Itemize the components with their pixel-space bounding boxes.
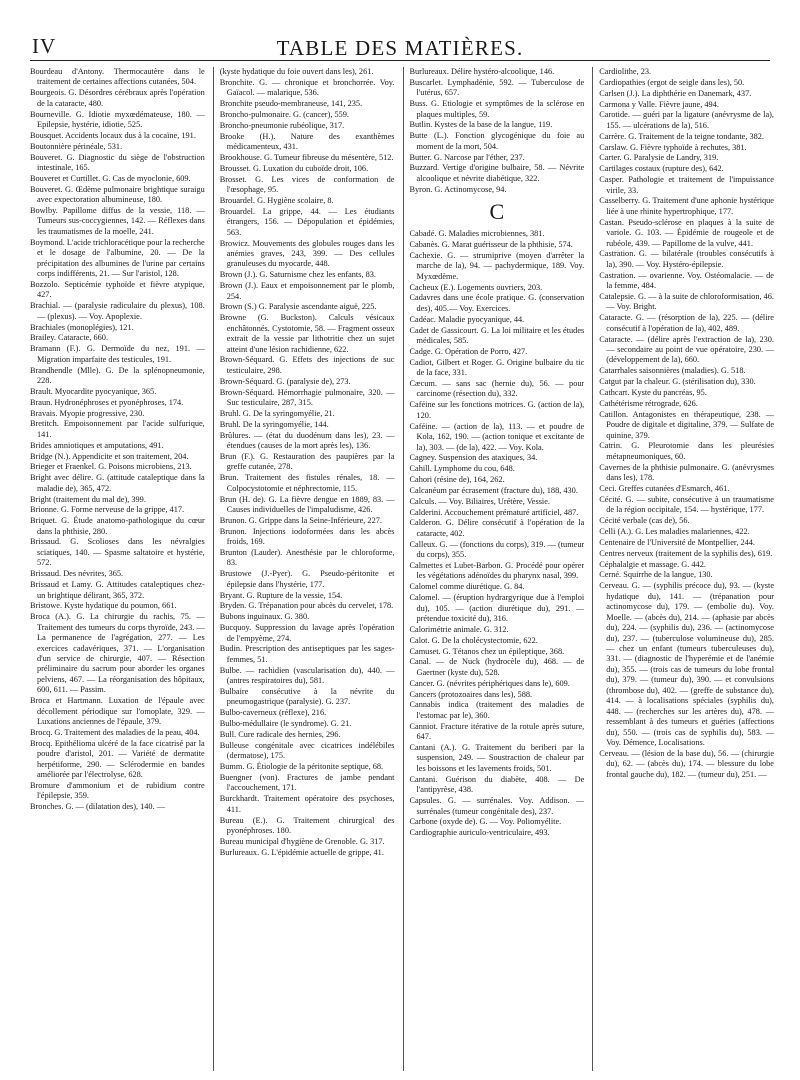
index-entry: Braun. Hydronéphroses et pyonéphroses, 174. — [30, 397, 184, 407]
index-entry: Cantani (A.). G. Traitement du beriberi par la suspension, 249. — Soustraction de chaleur par les boissons et les lavements froids, 501. — [409, 743, 585, 773]
index-entry: Cabadé. G. Maladies microbiennes, 381. — [409, 229, 545, 239]
index-entry: Caféine. — (action de la), 113. — et poudre de Kola, 162, 190. — (action tonique et excitante de la), 303. — (de la), 422. — Voy. Kola. — [409, 421, 585, 452]
index-entry: Cadet de Gassicourt. G. La loi militaire et les études médicales, 585. — [409, 325, 585, 346]
index-entry: Buss. G. Etiologie et symptômes de la sclérose en plaques multiples, 59. — [409, 99, 585, 119]
index-entry: Bull. Cure radicale des hernies, 296. — [219, 729, 341, 739]
index-entry: Butlin. Kystes de la base de la langue, 119. — [409, 120, 553, 130]
index-entry: Brouardel. G. Hygiène scolaire, 8. — [219, 195, 334, 205]
index-entry: Calot. G. De la cholécystectomie, 622. — [409, 635, 538, 645]
index-entry: Carmona y Valle. Fièvre jaune, 494. — [599, 99, 719, 109]
index-entry: Brown-Séquard. G. (paralysie de), 273. — [219, 376, 351, 386]
index-entry: Cannabis indica (traitement des maladies de l'estomac par le), 360. — [409, 700, 585, 720]
index-entry: Cacheux (E.). Logements ouvriers, 203. — [409, 282, 543, 292]
index-entry: Brides amniotiques et amputations, 491. — [30, 440, 164, 450]
index-entry: Carter. G. Paralysie de Landry, 319. — [599, 153, 719, 163]
index-entry: Bozzolo. Septicémie typhoïde et fièvre atypique, 427. — [30, 279, 205, 300]
index-entry: Brustowe (J.-Pyer). G. Pseudo-péritonite et épilepsie dans l'hystérie, 177. — [219, 569, 395, 589]
index-entry: Cadavres dans une école pratique. G. (conservation des), 405.— Voy. Exercices. — [409, 293, 585, 313]
index-entry: Bramann (F.). G. Dermoïde du nez, 191. — Migration imparfaite des testicules, 191. — [30, 344, 205, 364]
index-entry: Bryden. G. Trépanation pour abcès du cervelet, 178. — [219, 601, 394, 611]
index-column-4 — [592, 67, 774, 1071]
index-entry: Brooke (H.). Nature des exanthèmes médicamenteux, 431. — [219, 131, 395, 152]
index-entry: Calorimétrie animale. G. 312. — [409, 624, 509, 634]
index-entry: Brosset. G. Les vices de conformation de l'œsophage, 95. — [219, 174, 395, 195]
index-entry: Butte (L.). Fonction glycogénique du foie au moment de la mort, 504. — [409, 131, 585, 151]
index-entry: Cæcum. — sans sac (hernie du), 56. — pour carcinome (résection du), 332. — [409, 379, 585, 399]
index-entry: Cerveau. G. — (syphilis précoce du), 93. — (kyste hydatique du), 141. — (trépanation pour actinomycose du), 179. — (embolie du). Voy. Moelle. — (abcès du), 214. — (aphasie par abcès du), 224. — (syphilis du), 236. — (actinomycose du), 237. — (tuberculose volumineuse du), 285. — chez un enfant (tumeurs tuberculeuses du), 331. — (diagnostic de l'hyperémie et de l'anémie du), 355. — (trois cas de tumeurs du lobe frontal du), 379. — (tumeur du), 390. — et convulsions (thrombose du), 402. — (greffe de substance du), 414. — à localisations spéciales (syphilis du), 448. — (recherches sur les artères du), 478. — ressemblant à des tumeurs et guéries (affections du), 550. — (trois cas de syphilis du), 583. — Voy. Démence, Localisations. — [599, 581, 774, 748]
index-entry: Bryant. G. Rupture de la vessie, 154. — [219, 590, 343, 600]
index-entry: Cancer. G. (névrites périphériques dans le), 609. — [409, 678, 570, 688]
index-entry: Bureau municipal d'hygiène de Grenoble. G. 317. — [219, 836, 385, 846]
index-entry: Centenaire de l'Université de Montpellier, 244. — [599, 537, 756, 547]
index-entry: Cartilages costaux (rupture des), 642. — [599, 164, 724, 174]
index-entry: Bourdeau d'Antony. Thermocautère dans le traitement de certaines affections cutanées, 504. — [30, 67, 205, 87]
index-entry: Carotide. — guéri par la ligature (anévrysme de la), 155. — ulcérations de la), 516. — [599, 110, 774, 130]
index-entry: Brandhendle (Mlle). G. De la splénopneumonie, 228. — [30, 365, 205, 385]
index-entry: Cardiographie auriculo-ventriculaire, 493. — [409, 828, 550, 838]
index-entry: Bureau (E.). G. Traitement chirurgical des pyonéphroses. 180. — [219, 815, 395, 835]
index-entry: Carlsen (J.). La diphthérie en Danemark, 437. — [599, 88, 752, 98]
index-entry: Castration. — ovarienne. Voy. Ostéomalacie. — de la femme, 484. — [599, 270, 774, 291]
index-entry: Bronchite pseudo-membraneuse, 141, 235. — [219, 99, 363, 109]
index-entry: Bromure d'ammonium et de rubidium contre l'épilepsie, 359. — [30, 781, 205, 801]
index-entry: Calcanéum par écrasement (fracture du), 188, 430. — [409, 485, 578, 495]
index-entry: Catillon. Antagonistes en thérapeutique, 238. — Poudre de digitale et digitaline, 379. — Sulfate de quinine, 379. — [599, 409, 774, 440]
index-entry: Cadéac. Maladie pyocyanique, 44. — [409, 314, 525, 324]
index-entry: Byron. G. Actinomycose, 94. — [409, 184, 507, 194]
index-entry: Burckhardt. Traitement opératoire des psychoses, 411. — [219, 794, 395, 814]
index-entry: Briquet. G. Étude anatomo-pathologique du cœur dans la phthisie, 280. — [30, 516, 205, 536]
index-entry: Brocq. G. Traitement des maladies de la peau, 404. — [30, 727, 200, 737]
index-entry: Bulbo-caverneux (réflexe), 216. — [219, 708, 327, 718]
index-entry: Bubons inguinaux. G. 380. — [219, 612, 310, 622]
index-entry: Brun (H. de). G. La fièvre dengue en 1889, 83. — Causes individuelles de l'impaludisme, 426. — [219, 494, 395, 514]
index-entry: Brissaud. Des névrites, 365. — [30, 569, 124, 579]
index-entry: Brown-Séquard. Hémorrhagie pulmonaire, 320. — Suc testiculaire, 287, 315. — [219, 387, 395, 408]
index-entry: Bristowe. Kyste hydatique du poumon, 661. — [30, 601, 177, 611]
index-entry: Calleux. G. — (fonctions du corps), 319. — (tumeur du corps), 355. — [409, 539, 585, 560]
index-entry: Bouveret. G. Diagnostic du siège de l'obstruction intestinale, 165. — [30, 152, 205, 173]
index-entry: Bourgeois. G. Désordres cérébraux après l'opération de la cataracte, 480. — [30, 88, 205, 108]
index-entry: Burlureaux. Délire hystéro-alcoolique, 146. — [409, 67, 555, 76]
index-entry: Budin. Prescription des antiseptiques par les sages-femmes, 51. — [219, 644, 395, 664]
index-entry: Brocq. Epithélioma ulcéré de la face cicatrisé par la poudre d'aristol, 201. — Variété de dermatite herpétiforme, 290. — Sclérodermie en bandes améliorée par l'électrolyse, 628. — [30, 738, 205, 780]
index-column-3 — [403, 67, 585, 1071]
index-entry: Cadiot, Gilbert et Roger. G. Origine bulbaire du tic de la face, 331. — [409, 357, 585, 378]
index-entry: Cahill. Lymphome du cou, 648. — [409, 464, 515, 474]
index-entry: Browne (G. Buckston). Calculs vésicaux enchâtonnés. Cystotomie, 58. — Fragment osseux extrait de la vessie par lithotritie chez un sujet atteint d'une lésion rachidienne, 622. — [219, 313, 395, 354]
index-entry: Cécité verbale (cas de), 56. — [599, 516, 690, 526]
index-entry: Brookhouse. G. Tumeur fibreuse du mésentère, 512. — [219, 152, 394, 162]
index-entry: Brunon. G. Grippe dans la Seine-Inférieure, 227. — [219, 515, 382, 525]
index-entry: Boutonnière périnéale, 531. — [30, 141, 123, 151]
index-column-2 — [213, 67, 395, 1071]
index-entry: Buzzard. Vertige d'origine bulbaire, 58. — Névrite alcoolique et névrite diabétique, 322. — [409, 163, 585, 183]
index-entry: Casselberry. G. Traitement d'une aphonie hystérique liée à une rhinite hypertrophique, 177. — [599, 196, 774, 216]
index-entry: Casper. Pathologie et traitement de l'impuissance virile, 33. — [599, 175, 774, 195]
index-entry: Calomel. — (éruption hydrargyrique due à l'emploi du), 105. — (action diurétique du), 291. — prétendue toxicité du), 316. — [409, 593, 585, 624]
page-title: TABLE DES MATIÈRES. — [276, 36, 524, 60]
index-entry: Cachexie. G. — strumiprive (moyen d'arrêter la marche de la), 94. — pachydermique, 189. Voy. Myxœdème. — [409, 250, 585, 281]
index-entry: Cagney. Suspension des ataxiques, 34. — [409, 453, 538, 463]
index-entry: Castan. Pseudo-sclérose en plaques à la suite de variole. G. 103. — Épidémie de rougeole et de rubéole, 439. — Papillome de la vulve, 441. — [599, 217, 774, 248]
index-entry: Canniot. Fracture itérative de la rotule après suture, 647. — [409, 721, 585, 742]
index-entry: Brachiales (monoplégies), 121. — [30, 322, 134, 332]
index-entry: Broncho-pulmonaire. G. (cancer), 559. — [219, 109, 349, 119]
index-entry: Caféine sur les fonctions motrices. G. (action de la), 120. — [409, 400, 585, 420]
index-entry: Brown (J.). G. Saturnisme chez les enfants, 83. — [219, 270, 376, 280]
index-entry: Brown (S.) G. Paralysie ascendante aiguë, 225. — [219, 302, 377, 312]
index-entry: Brault. Myocardite pyocyanique, 365. — [30, 386, 157, 396]
index-entry: Calculs. — Voy. Biliaires, Urétère, Vessie. — [409, 496, 550, 506]
index-entry: Boymond. L'acide trichloracétique pour la recherche et le dosage de l'albumine, 20. — De la précipitation des albumines de l'urine par certains corps indifférents, 21. — Sur l'aristol, 128. — [30, 237, 205, 279]
index-entry: Bruhl. G. De la syringomyélie, 21. — [219, 408, 335, 418]
index-entry: Cantani. Guérison du diabète, 408. — De l'antipyrèse, 438. — [409, 774, 585, 795]
index-entry: Cathcart. Kyste du pancréas, 95. — [599, 388, 707, 398]
index-entry: Cerveau. — (lésion de la base du), 56. — (chirurgie du), 62. — (abcès du), 174. — blessure du lobe frontal gauche du), 182. — (tumeur du), 251. — — [599, 748, 774, 779]
index-entry: Catrin. G. Pleurotomie dans les pleurésies métapneumoniques, 60. — [599, 441, 774, 461]
index-entry: Cardiopathies (ergot de seigle dans les), 50. — [599, 77, 745, 87]
index-entry: Céphalalgie et massage. G. 442. — [599, 559, 706, 569]
index-entry: Cardiolithe, 23. — [599, 67, 652, 76]
index-entry: Cancers (protozoaires dans les), 588. — [409, 689, 533, 699]
index-entry: Bronches. G. — (dilatation des), 140. — — [30, 802, 166, 812]
index-entry: Brieger et Fraenkel. G. Poisons microbiens, 213. — [30, 462, 192, 472]
index-entry: Cerné. Squirrhe de la langue, 130. — [599, 570, 713, 580]
index-entry: Cadge. G. Opération de Porro, 427. — [409, 346, 528, 356]
index-entry: Bronchite. G. — chronique et bronchorrée. Voy. Gaïacol. — malarique, 536. — [219, 77, 395, 98]
page-number: IV — [32, 34, 57, 58]
index-entry: Bright avec délire. G. (attitude cataleptique dans la maladie de), 365, 472. — [30, 473, 205, 493]
index-entry: Calmettes et Lubet-Barbon. G. Procédé pour opérer les végétations adénoïdes du pharynx nasal, 399. — [409, 561, 585, 581]
index-entry: Brionne. G. Forme nerveuse de la grippe, 417. — [30, 505, 185, 515]
index-entry: Bourneville. G. Idiotie myxœdémateuse, 180. — Epilepsie, hystérie, idiotie, 525. — [30, 109, 205, 130]
index-entry: Buscarlet. Lymphadénie, 592. — Tuberculose de l'utérus, 657. — [409, 77, 585, 98]
index-entry: Broca (A.). G. La chirurgie du rachis, 75. — Traitement des tumeurs du corps thyroïde, 243. — La permanence de l'agrégation, 277. — Les exercices cadavériques, 371. — L'organisation d'un service de chirurgie, 407. — Résection préliminaire du sacrum pour aborder les organes pelviens, 467. — La réorganisation des hôpitaux, 600, 611. — Passim. — [30, 612, 205, 695]
index-entry: Carrère. G. Traitement de la teigne tondante, 382. — [599, 131, 764, 141]
index-entry: Brissaud. G. Scolioses dans les névralgies sciatiques, 140. — Spasme saltatoire et hystérie, 572. — [30, 537, 205, 568]
index-entry: Bright (traitement du mal de), 399. — [30, 494, 146, 504]
index-entry: Bulleuse congénitale avec cicatrices indélébiles (dermatose), 175. — [219, 740, 395, 761]
index-entry: Brousset. G. Luxation du cuboïde droit, 106. — [219, 163, 369, 173]
index-entry: Castration. G. — bilatérale (troubles consécutifs à la), 390. — Voy. Hystéro-épilepsie. — [599, 249, 774, 269]
index-entry: Broncho-pneumonie rubéolique, 317. — [219, 120, 345, 130]
index-entry: Camuset. G. Tétanos chez un épileptique, 368. — [409, 646, 565, 656]
index-entry: Bravais. Myopie progressive, 230. — [30, 408, 145, 418]
index-entry: Bridge (N.). Appendicite et son traitement, 204. — [30, 451, 189, 461]
index-entry: Brown-Séquard. G. Effets des injections de suc testiculaire, 298. — [219, 355, 395, 375]
section-letter: C — [489, 199, 505, 225]
index-entry: Cahori (résine de), 164, 262. — [409, 475, 505, 485]
index-entry: Celli (A.). G. Les maladies malariennes, 422. — [599, 527, 750, 537]
index-entry: Catarrhales saisonnières (maladies). G. 518. — [599, 366, 746, 376]
index-entry: Canal. — de Nuck (hydrocèle du), 468. — de Gaertner (kyste du), 528. — [409, 657, 585, 677]
index-entry: Cataracte. — (délire après l'extraction de la), 230. — secondaire au point de vue opératoire, 230. — (développement de la), 660. — [599, 334, 774, 365]
index-entry: Cavernes de la phthisie pulmonaire. G. (anévrysmes dans les), 178. — [599, 462, 774, 483]
page-header — [30, 32, 770, 61]
index-entry: Ceci. Greffes cutanées d'Esmarch, 461. — [599, 484, 730, 494]
index-entry: (kyste hydatique du foie ouvert dans les), 261. — [219, 67, 374, 76]
index-entry: Brun. Traitement des fistules rénales, 18. — Colpocystotomie et néphrectomie, 115. — [219, 473, 395, 493]
index-entry: Bucquoy. Suppression du lavage après l'opération de l'empyème, 274. — [219, 623, 395, 643]
index-entry: Calomel comme diurétique. G. 84. — [409, 582, 525, 592]
index-entry: Bulbo-médullaire (le syndrome). G. 21. — [219, 719, 352, 729]
index-entry: Brunon. Injections iodoformées dans les abcès froids, 169. — [219, 526, 395, 547]
index-entry: Bulbaire consécutive à la névrite du pneumogastrique (paralysie). G. 237. — [219, 686, 395, 707]
index-entry: Broca et Hartmann. Luxation de l'épaule avec décollement périodique sur l'omoplate, 329. — Luxations anciennes de l'épaule, 379. — [30, 696, 205, 727]
index-entry: Brûlures. — (état du duodénum dans les), 23. — étendues (causes de la mort après les), 136. — [219, 430, 395, 451]
index-entry: Carbone (oxyde de). G. — Voy. Poliomyélite. — [409, 817, 562, 827]
index-entry: Cathétérisme rétrograde, 626. — [599, 398, 698, 408]
index-entry: Centres nerveux (traitement de la syphilis des), 619. — [599, 548, 773, 558]
index-entry: Bousquet. Accidents locaux dus à la cocaïne, 191. — [30, 130, 196, 140]
index-entry: Bruhl. De la syringomyélie, 144. — [219, 419, 329, 429]
index-entry: Burlureaux. G. L'épidémie actuelle de grippe, 41. — [219, 847, 384, 857]
index-columns — [30, 67, 774, 1071]
index-entry: Buengner (von). Fractures de jambe pendant l'accouchement, 171. — [219, 772, 395, 793]
index-entry: Bumm. G. Étiologie de la péritonite septique, 68. — [219, 762, 384, 772]
index-entry: Calderon. G. Délire consécutif à l'opération de la cataracte, 402. — [409, 518, 585, 538]
index-entry: Brissaud et Lamy. G. Attitudes cataleptiques chez-un brightique délirant, 365, 372. — [30, 580, 205, 600]
index-entry: Brachial. — (paralysie radiculaire du plexus), 108. — (plexus). — Voy. Apoplexie. — [30, 301, 205, 321]
index-entry: Butter. G. Narcose par l'éther, 237. — [409, 152, 525, 162]
index-entry: Brun (F.). G. Restauration des paupières par la greffe cutanée, 278. — [219, 451, 395, 472]
index-column-1 — [30, 67, 205, 1071]
index-entry: Bulbe. — rachidien (vascularisation du), 440. — (antres respiratoires du), 581. — [219, 665, 395, 686]
index-entry: Cécité. G. — subite, consécutive à un traumatisme de la région occipitale, 154. — hystérique, 177. — [599, 494, 774, 515]
index-entry: Brown (J.). Eaux et empoisonnement par le plomb, 254. — [219, 281, 395, 301]
index-entry: Calderini. Accouchement prématuré artificiel, 487. — [409, 507, 579, 517]
index-entry: Browicz. Mouvements des globules rouges dans les anémies graves, 243, 399. — Des cellules granuleuses du myocarde, 448. — [219, 238, 395, 269]
index-entry: Bouveret et Curtillet. G. Cas de myoclonie, 609. — [30, 173, 191, 183]
index-entry: Brouardel. La grippe, 44. — Les étudiants étrangers, 156. — Dépopulation et épidémies, 563. — [219, 206, 395, 237]
index-entry: Bretitch. Empoisonnement par l'acide sulfurique, 141. — [30, 419, 205, 439]
index-entry: Cabanès. G. Marat guérisseur de la phthisie, 574. — [409, 240, 573, 250]
index-entry: Catgut par la chaleur. G. (stérilisation du), 330. — [599, 377, 756, 387]
index-entry: Brunton (Lauder). Anesthésie par le chloroforme, 83. — [219, 547, 395, 568]
index-entry: Brailey. Cataracte, 660. — [30, 333, 109, 343]
index-entry: Cataracte. G. — (résorption de la), 225. — (délire consécutif à l'opération de la), 402, 489. — [599, 313, 774, 333]
index-entry: Capsules. G. — surrénales. Voy. Addison. — surrénales (tumeur congénitale des), 237. — [409, 796, 585, 816]
index-entry: Carslaw. G. Fièvre typhoïde à rechutes, 381. — [599, 142, 747, 152]
index-entry: Catalepsie. G. — à la suite de chloroformisation, 46. — Voy. Bright. — [599, 291, 774, 312]
index-entry: Bowlby. Papillome diffus de la vessie, 118. — Tumeurs sus-coccygiennes, 142. — Réflexes dans les traumatismes de la moelle, 241. — [30, 206, 205, 236]
index-entry: Bouveret. G. Œdème pulmonaire brightique suraigu avec expectoration albumineuse, 180. — [30, 184, 205, 205]
